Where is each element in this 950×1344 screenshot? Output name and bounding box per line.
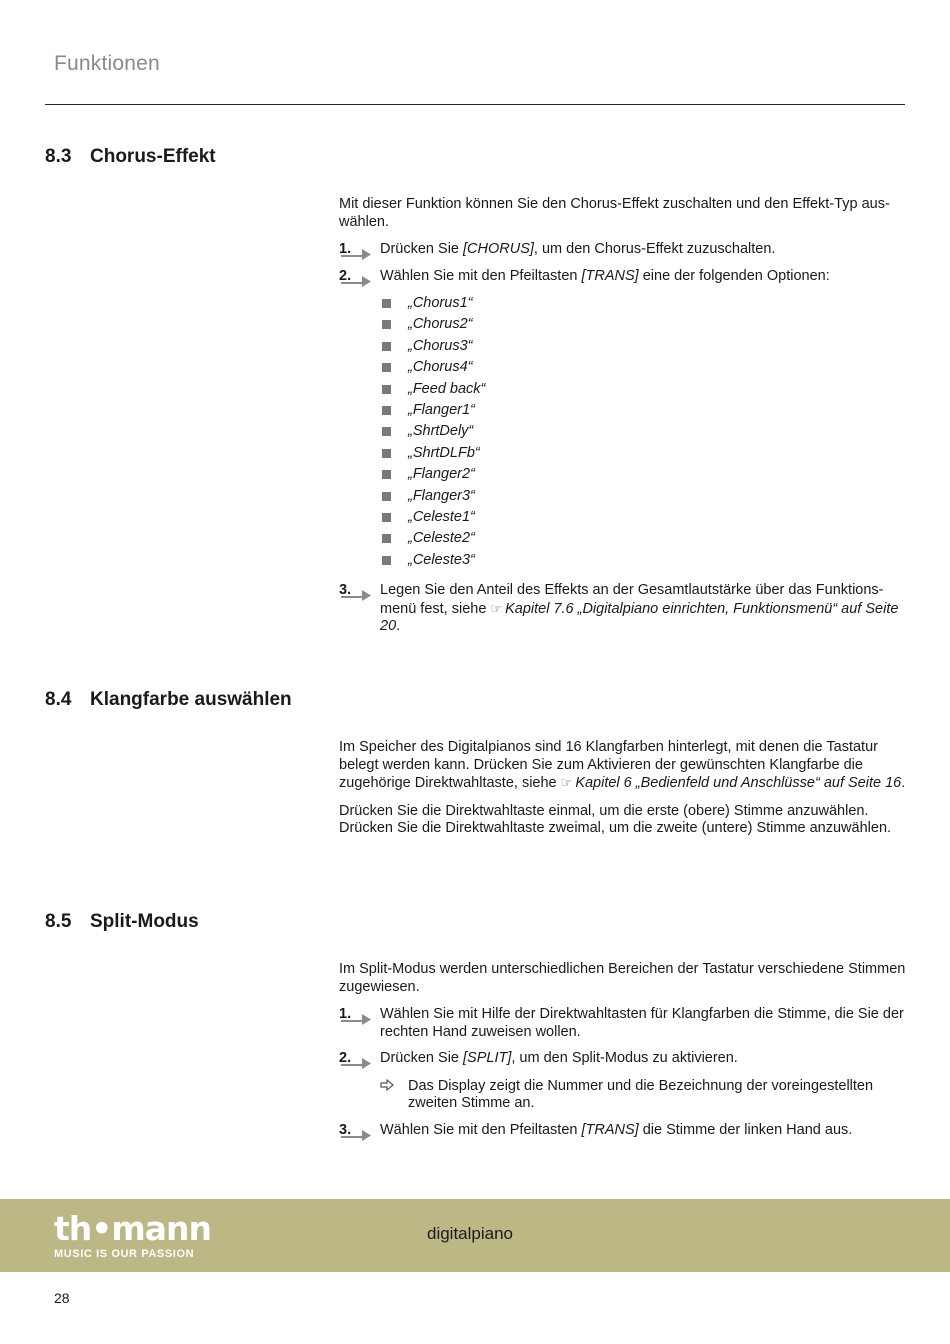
key-split: [SPLIT] [463, 1050, 512, 1066]
paragraph: Drücken Sie die Direktwahltaste einmal, um die erste (obere) Stimme anzuwählen. Drücken Sie die Direktwahltaste zweimal, um die zweite (untere) Stimme anzuwählen. [339, 802, 892, 836]
step-arrow-icon [339, 587, 373, 601]
section-body-klangfarbe [339, 739, 909, 848]
bullet-square-icon [382, 385, 391, 394]
logo-tagline: MUSIC IS OUR PASSION [54, 1248, 195, 1260]
list-item: „Chorus1“ [380, 295, 909, 316]
step-2: 2. Wählen Sie mit den Pfeiltasten [TRANS] eine der folgenden Optionen: „Chorus1“ „Chorus2“ „Chorus3“ „Chorus4“ „Feed back“ „Flanger1“ „ShrtDely“ „ShrtDLFb“ „Flanger2“ „Flanger3“ „Celeste1“ „Celeste2“ „Celeste3“ [339, 268, 909, 574]
key-chorus: [CHORUS] [463, 241, 534, 257]
bullet-square-icon [382, 427, 391, 436]
step-number: 2. [339, 268, 373, 286]
list-item: „Flanger2“ [380, 466, 909, 487]
bullet-square-icon [382, 342, 391, 351]
list-item: „Celeste3“ [380, 552, 909, 573]
step-number: 1. [339, 241, 373, 259]
heading-split-modus [45, 911, 199, 933]
section-title: Klangfarbe auswählen [90, 689, 292, 710]
step-number: 3. [339, 582, 373, 600]
list-item: „Celeste2“ [380, 530, 909, 551]
step-3: 3. Legen Sie den Anteil des Effekts an der Gesamtlautstärke über das Funktionsmenü fest, siehe ☞ Kapitel 7.6 „Digitalpiano einrichten, Funktionsmenü“ auf Seite 20. [339, 582, 899, 635]
list-item: „Chorus3“ [380, 338, 909, 359]
bullet-square-icon [382, 299, 391, 308]
step-3: 3. Wählen Sie mit den Pfeiltasten [TRANS] die Stimme der linken Hand aus. [339, 1122, 909, 1140]
product-name: digitalpiano [427, 1224, 514, 1243]
step-number: 3. [339, 1122, 373, 1140]
section-number: 8.4 [45, 689, 72, 710]
bullet-square-icon [382, 406, 391, 415]
list-item: „ShrtDLFb“ [380, 445, 909, 466]
list-item: „Feed back“ [380, 381, 909, 402]
bullet-square-icon [382, 534, 391, 543]
list-item: „Chorus4“ [380, 359, 909, 380]
step-number: 2. [339, 1050, 373, 1068]
heading-chorus-effekt [45, 146, 216, 168]
section-title: Split-Modus [90, 911, 199, 932]
heading-klangfarbe-auswaehlen [45, 689, 292, 711]
step-arrow-icon [339, 1127, 373, 1141]
section-title: Chorus-Effekt [90, 146, 216, 167]
header-divider [45, 104, 905, 105]
bullet-square-icon [382, 449, 391, 458]
result-arrow-icon [380, 1079, 394, 1091]
page-number: 28 [54, 1290, 70, 1306]
logo-wordmark: th•mann [54, 1209, 212, 1248]
cross-reference-link[interactable]: Kapitel 7.6 „Digitalpiano einrichten, Funktionsmenü“ auf Seite 20 [380, 600, 899, 635]
key-trans: [TRANS] [581, 1121, 639, 1138]
cross-reference-icon: ☞ [490, 600, 503, 616]
step-result-container [380, 1078, 909, 1113]
section-body-split [339, 961, 909, 1148]
list-item: „Flanger3“ [380, 488, 909, 509]
cross-reference-link[interactable]: Kapitel 6 „Bedienfeld und Anschlüsse“ auf Seite 16 [575, 775, 902, 791]
step-result: Das Display zeigt die Nummer und die Bezeichnung der voreingestellten zweiten Stimme an. [380, 1078, 909, 1113]
bullet-square-icon [382, 470, 391, 479]
bullet-square-icon [382, 320, 391, 329]
list-item: „ShrtDely“ [380, 423, 909, 444]
intro-paragraph: Im Split-Modus werden unterschiedlichen Bereichen der Tastatur verschiedene Stimmen zugewiesen. [339, 961, 906, 995]
section-number: 8.5 [45, 911, 72, 932]
step-arrow-icon [339, 1055, 373, 1069]
step-arrow-icon [339, 246, 373, 260]
step-number: 1. [339, 1006, 373, 1024]
list-item: „Chorus2“ [380, 316, 909, 337]
intro-paragraph: Mit dieser Funktion können Sie den Chorus-Effekt zuschalten und den Effekt-Typ auswählen. [339, 196, 890, 230]
bullet-square-icon [382, 492, 391, 501]
running-head-title: Funktionen [54, 52, 160, 75]
thomann-logo [54, 1209, 212, 1260]
paragraph: Im Speicher des Digitalpianos sind 16 Klangfarben hinterlegt, mit denen die Tastatur belegt werden kann. Drücken Sie zum Aktivieren der gewünschten Klangfarbe die zugehörige Direktwahltaste, siehe ☞ Kapitel 6 „Bedienfeld und Anschlüsse“ auf Seite 16. [339, 739, 906, 791]
cross-reference-icon: ☞ [560, 775, 573, 790]
step-1: 1. Drücken Sie [CHORUS], um den Chorus-Effekt zuzuschalten. [339, 241, 909, 259]
step-arrow-icon [339, 273, 373, 287]
list-item: „Flanger1“ [380, 402, 909, 423]
step-arrow-icon [339, 1011, 373, 1025]
step-1: 1. Wählen Sie mit Hilfe der Direktwahltasten für Klangfarben die Stimme, die Sie der rechten Hand zuweisen wollen. [339, 1006, 904, 1040]
bullet-square-icon [382, 556, 391, 565]
section-number: 8.3 [45, 146, 72, 167]
section-body-chorus [339, 196, 909, 645]
bullet-square-icon [382, 513, 391, 522]
list-item: „Celeste1“ [380, 509, 909, 530]
chorus-options-list [380, 295, 909, 573]
step-2: 2. Drücken Sie [SPLIT], um den Split-Modus zu aktivieren. Das Display zeigt die Nummer und die Bezeichnung der voreingestellten zweiten Stimme an. [339, 1050, 909, 1113]
key-trans: [TRANS] [581, 267, 639, 284]
bullet-square-icon [382, 363, 391, 372]
